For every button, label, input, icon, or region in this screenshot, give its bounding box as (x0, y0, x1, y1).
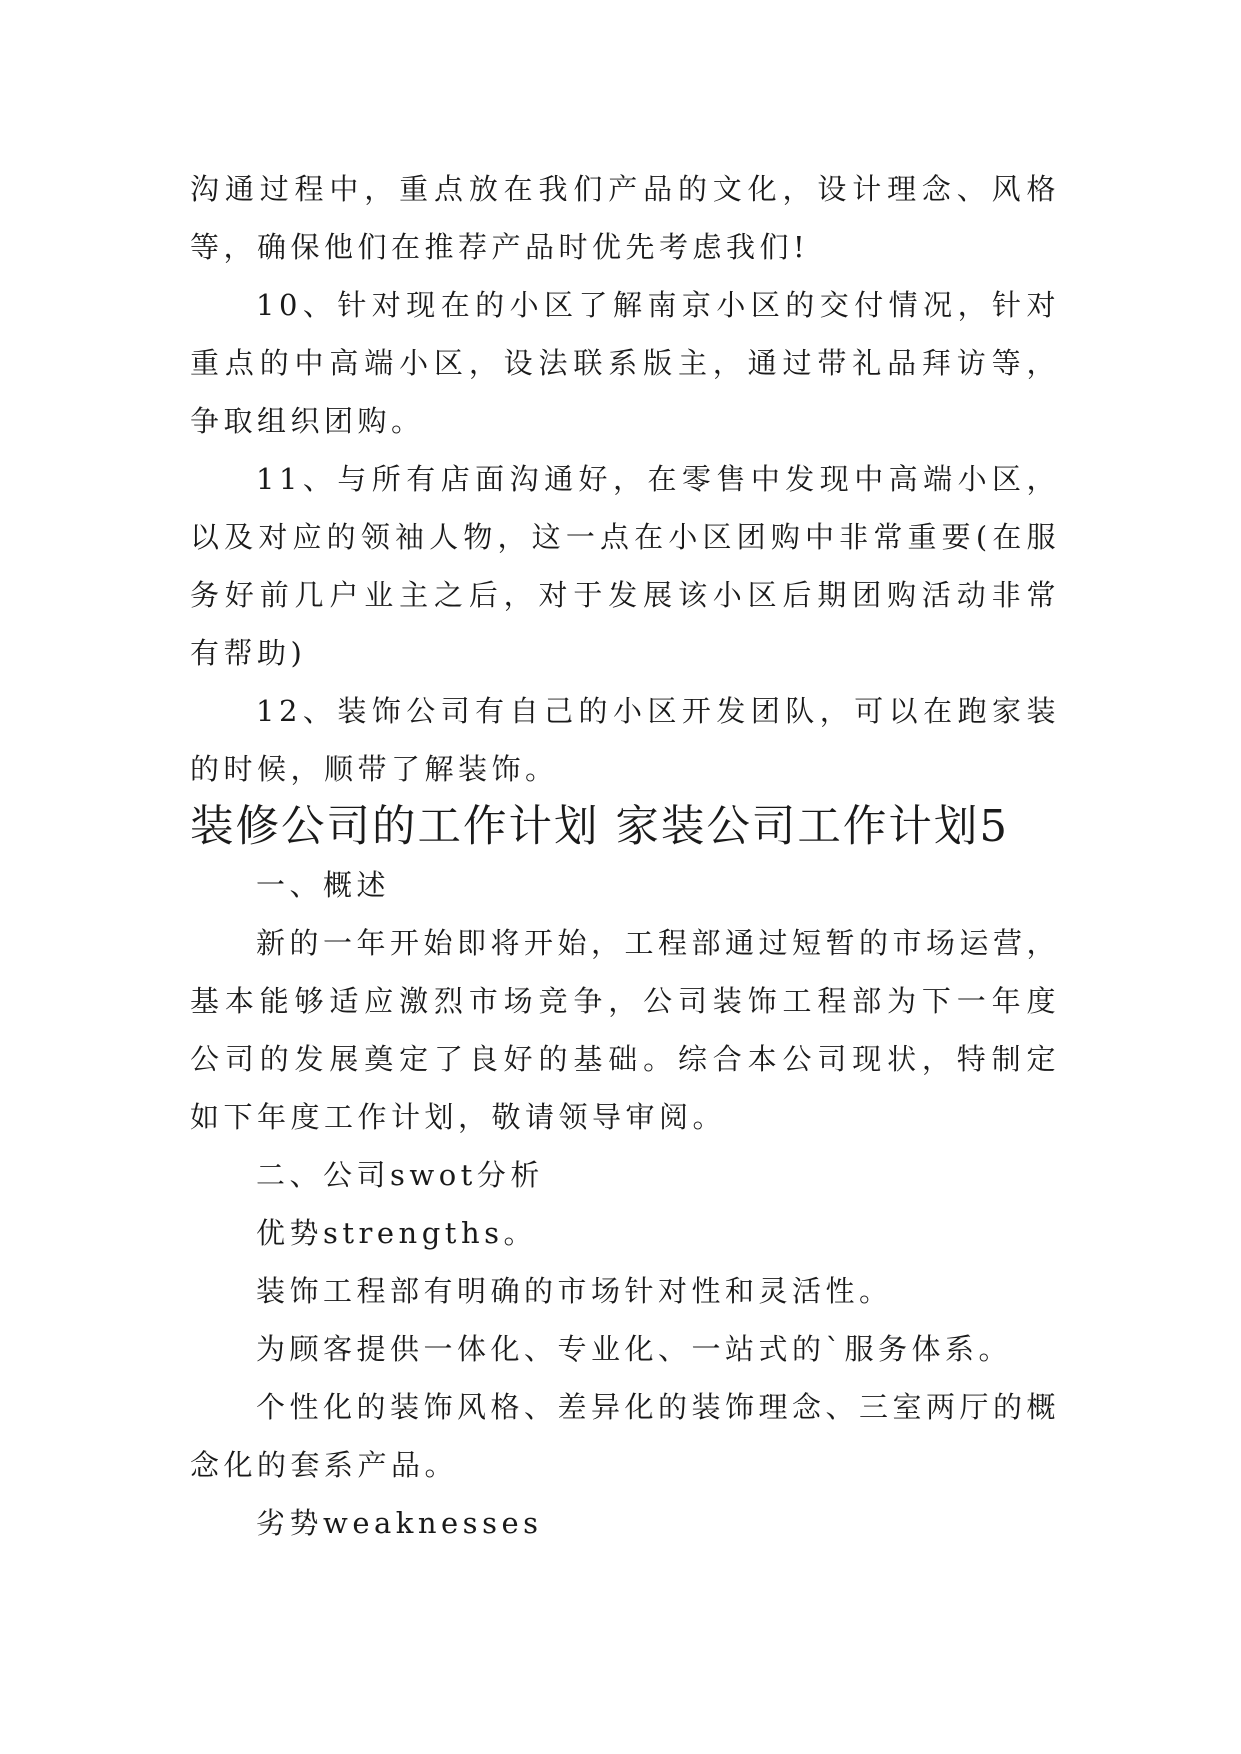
paragraph-intro: 沟通过程中，重点放在我们产品的文化，设计理念、风格等，确保他们在推荐产品时优先考虑我们! (190, 172, 1060, 264)
paragraph-strength-2: 为顾客提供一体化、专业化、一站式的`服务体系。 (256, 1332, 1013, 1366)
paragraph-overview-heading: 一、概述 (256, 868, 391, 902)
paragraph-weaknesses: 劣势weaknesses (256, 1506, 543, 1540)
paragraph-item-11: 11、与所有店面沟通好，在零售中发现中高端小区，以及对应的领袖人物，这一点在小区团购中非常重要(在服务好前几户业主之后，对于发展该小区后期团购活动非常有帮助) (190, 462, 1060, 670)
paragraph-strength-3: 个性化的装饰风格、差异化的装饰理念、三室两厅的概念化的套系产品。 (190, 1390, 1061, 1482)
paragraph-swot-heading: 二、公司swot分析 (256, 1158, 544, 1192)
paragraph-strength-1: 装饰工程部有明确的市场针对性和灵活性。 (256, 1274, 893, 1308)
section-title: 装修公司的工作计划 家装公司工作计划5 (190, 802, 1010, 852)
paragraph-overview: 新的一年开始即将开始，工程部通过短暂的市场运营，基本能够适应激烈市场竞争，公司装饰工程部为下一年度公司的发展奠定了良好的基础。综合本公司现状，特制定如下年度工作计划，敬请领导审阅。 (190, 926, 1061, 1134)
paragraph-item-12: 12、装饰公司有自己的小区开发团队，可以在跑家装的时候，顺带了解装饰。 (190, 694, 1060, 786)
document-body (190, 160, 1060, 1552)
paragraph-item-10: 10、针对现在的小区了解南京小区的交付情况，针对重点的中高端小区，设法联系版主，通过带礼品拜访等，争取组织团购。 (190, 288, 1060, 438)
paragraph-strengths: 优势strengths。 (256, 1216, 538, 1250)
